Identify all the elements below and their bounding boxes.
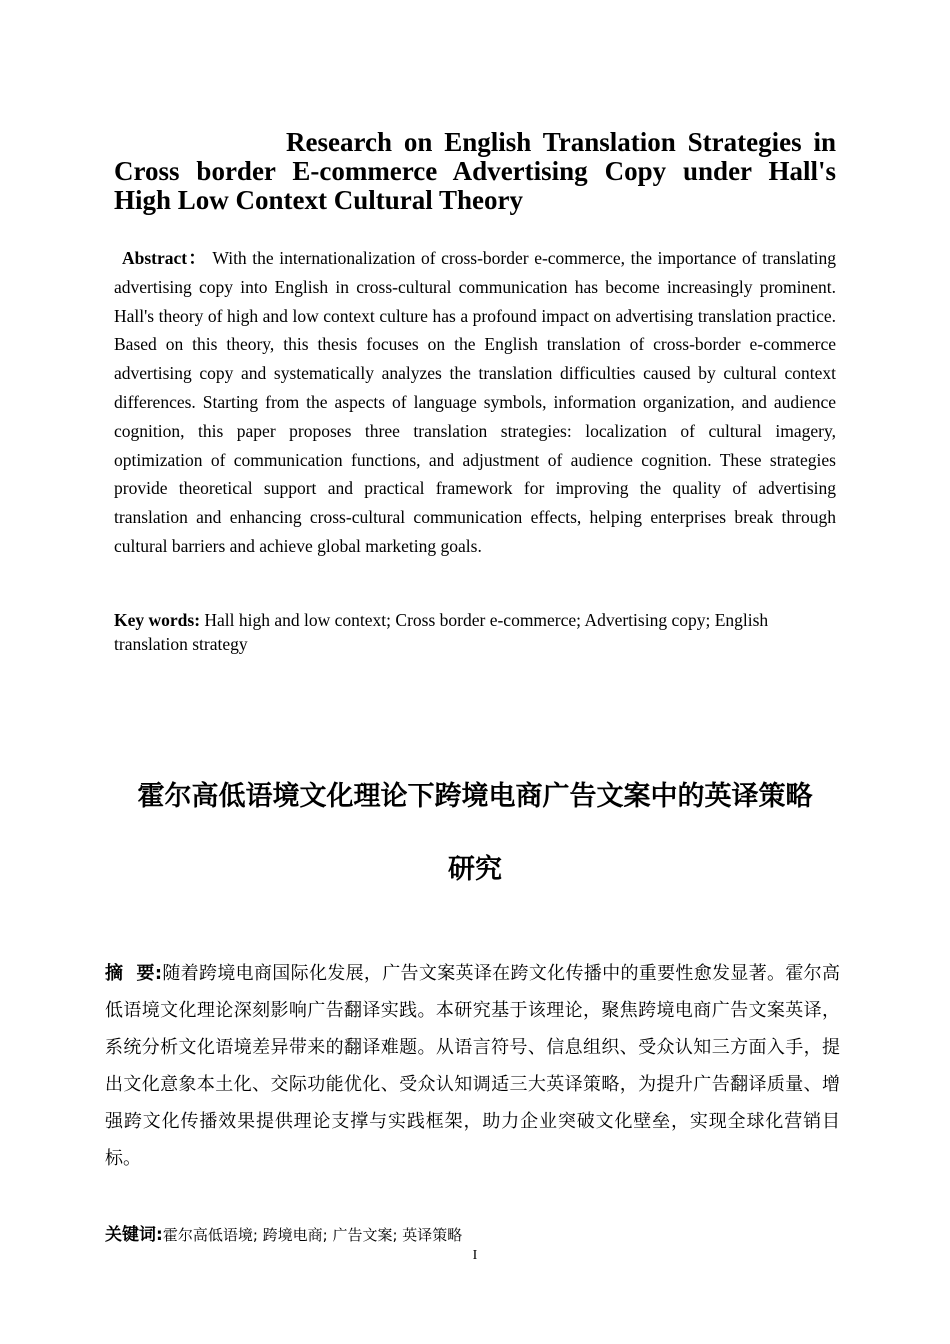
english-keywords	[114, 608, 836, 656]
chinese-keywords-text: 霍尔高低语境; 跨境电商; 广告文案; 英译策略	[162, 1226, 463, 1244]
english-title: Research on English Translation Strategies in Cross border E-commerce Advertising Copy under Hall's High Low Context Cultural Theory	[114, 127, 836, 215]
page-number: I	[472, 1248, 478, 1263]
chinese-abstract-label: 摘 要:	[105, 963, 163, 984]
chinese-title-line1: 霍尔高低语境文化理论下跨境电商广告文案中的英译策略	[137, 781, 813, 812]
english-abstract-label: Abstract：	[122, 248, 208, 268]
english-abstract-text: With the internationalization of cross-border e-commerce, the importance of translating advertising copy into English in cross-cultural communication has become increasingly prominent. Hall's theory of high and low context culture has a profound impact on advertising translation practice. Based on this theory, this thesis focuses on the English translation of cross-border e-commerce advertising copy and systematically analyzes the translation difficulties caused by cultural context differences. Starting from the aspects of language symbols, information organization, and audience cognition, this paper proposes three translation strategies: localization of cultural imagery, optimization of communication functions, and adjustment of audience cognition. These strategies provide theoretical support and practical framework for improving the quality of advertising translation and enhancing cross-cultural communication effects, helping enterprises break through cultural barriers and achieve global marketing goals.	[114, 248, 836, 556]
chinese-keywords-label: 关键词:	[105, 1225, 163, 1245]
chinese-abstract	[105, 955, 840, 1177]
chinese-title-line2: 研究	[448, 854, 502, 885]
chinese-keywords	[105, 1220, 462, 1245]
chinese-title	[105, 760, 845, 906]
chinese-abstract-text: 随着跨境电商国际化发展，广告文案英译在跨文化传播中的重要性愈发显著。霍尔高低语境文化理论深刻影响广告翻译实践。本研究基于该理论，聚焦跨境电商广告文案英译，系统分析文化语境差异带来的翻译难题。从语言符号、信息组织、受众认知三方面入手，提出文化意象本土化、交际功能优化、受众认知调适三大英译策略，为提升广告翻译质量、增强跨文化传播效果提供理论支撑与实践框架，助力企业突破文化壁垒，实现全球化营销目标。	[105, 963, 840, 1169]
english-keywords-label: Key words:	[114, 610, 201, 630]
english-keywords-text: Hall high and low context; Cross border e-commerce; Advertising copy; English translation strategy	[114, 610, 769, 654]
english-abstract	[114, 244, 836, 561]
